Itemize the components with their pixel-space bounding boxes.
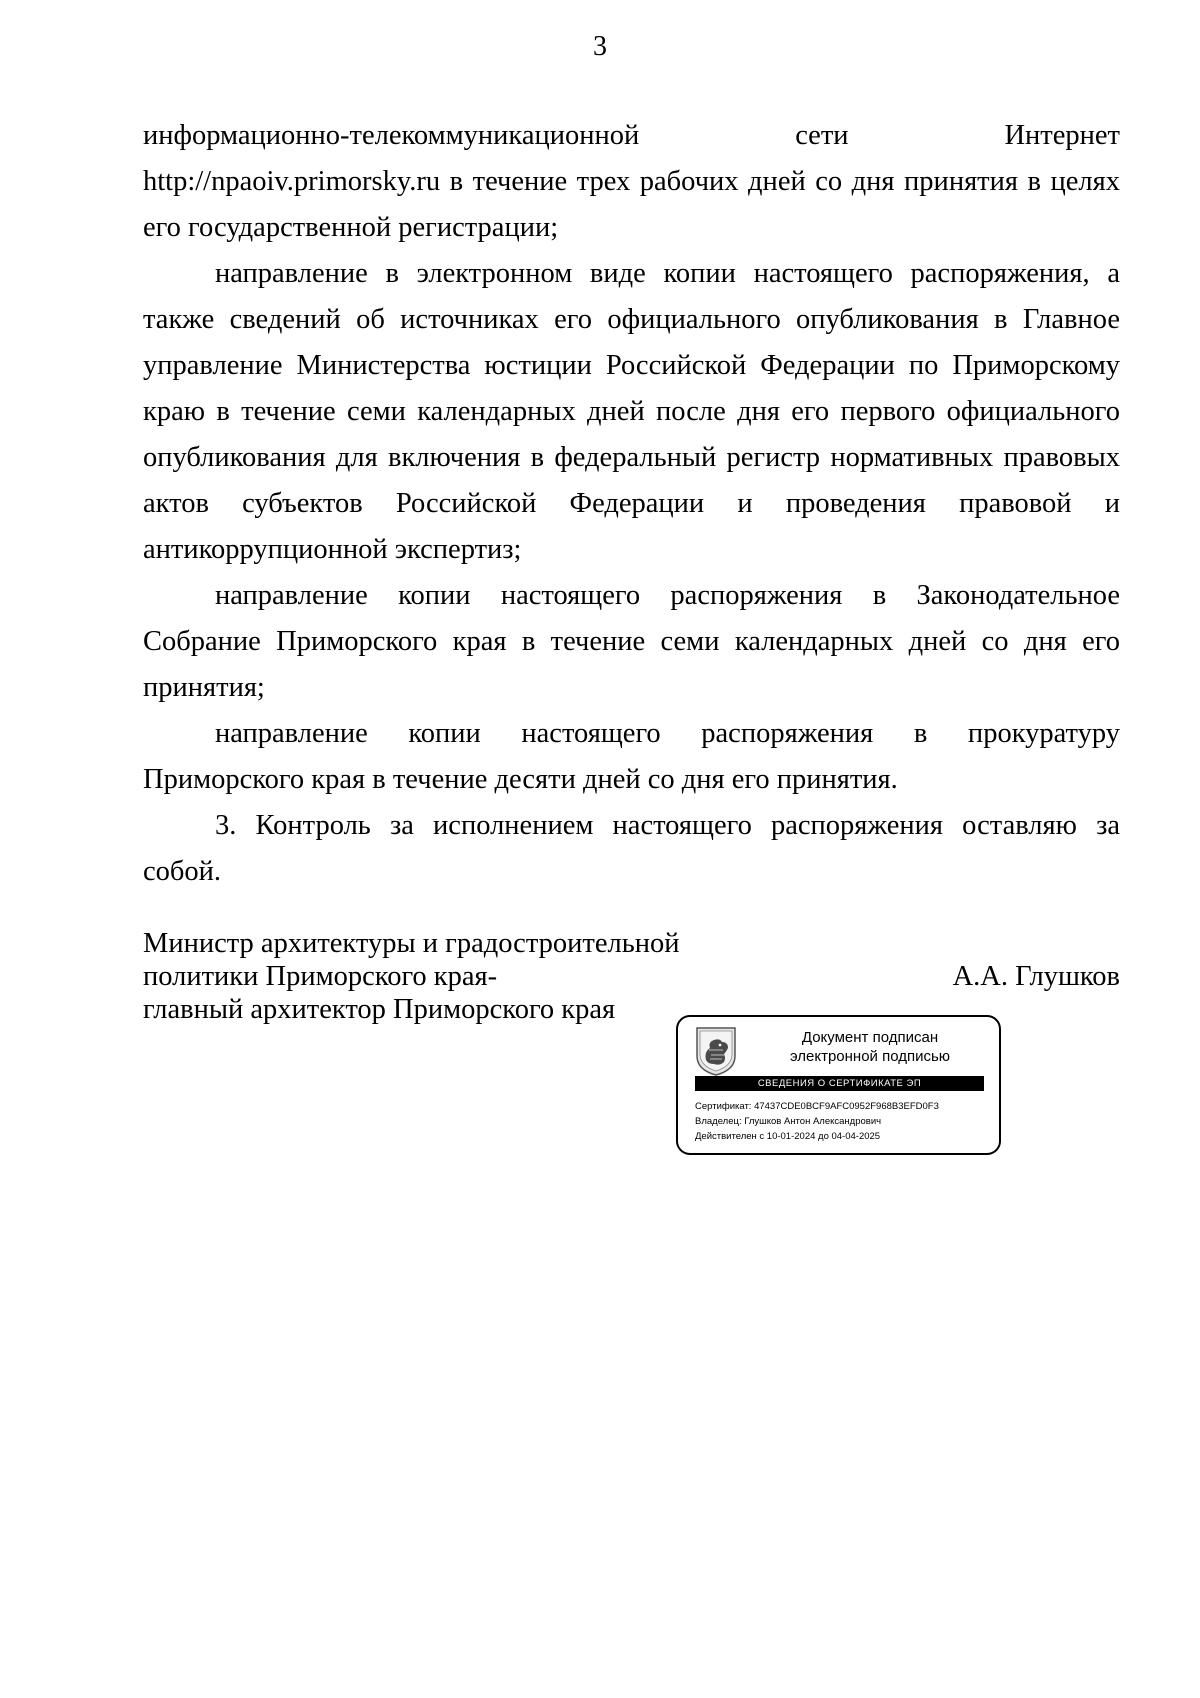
paragraph-electronic-copy: направление в электронном виде копии настоящего распоряжения, а также сведений об источниках его официального опубликования в Главное управление Министерства юстиции Российской Федерации по Приморскому краю в течение семи календарных дней после дня его первого официального опубликования для включения в федеральный регистр нормативных правовых актов субъектов Российской Федерации и проведения правовой и антикоррупционной экспертиз; (143, 258, 1120, 565)
certificate-owner: Владелец: Глушков Антон Александрович (695, 1116, 882, 1127)
paragraph-legislative-assembly: направление копии настоящего распоряжения в Законодательное Собрание Приморского края в течение семи календарных дней со дня его принятия; (143, 580, 1120, 703)
text-line: сети (795, 120, 849, 151)
text-line: Интернет (1004, 120, 1121, 151)
signatory-position (143, 927, 679, 1026)
paragraph-control: 3. Контроль за исполнением настоящего распоряжения оставляю за собой. (143, 810, 1120, 887)
paragraph-first-line (143, 113, 1120, 159)
position-line: Министр архитектуры и градостроительной (143, 928, 680, 959)
page-number: 3 (593, 31, 607, 62)
position-line: главный архитектор Приморского края (143, 994, 616, 1025)
document-body (143, 113, 1120, 895)
certificate-details (695, 1099, 939, 1144)
text-line: информационно-телекоммуникационной (143, 120, 640, 151)
signatory-name: А.А. Глушков (952, 961, 1120, 992)
certificate-info-bar: СВЕДЕНИЯ О СЕРТИФИКАТЕ ЭП (695, 1076, 984, 1091)
stamp-title (740, 1028, 1000, 1066)
stamp-title-line: электронной подписью (789, 1048, 951, 1065)
electronic-signature-stamp (676, 1015, 1001, 1155)
position-line: политики Приморского края- (143, 961, 498, 992)
certificate-number: Сертификат: 47437CDE0BCF9AFC0952F968B3EFD0F3 (695, 1101, 939, 1112)
paragraph-continuation: http://npaoiv.primorsky.ru в течение трех рабочих дней со дня принятия в целях его государственной регистрации; (143, 166, 1120, 243)
stamp-title-line: Документ подписан (801, 1029, 939, 1046)
certificate-validity: Действителен с 10-01-2024 до 04-04-2025 (695, 1131, 881, 1142)
primorsky-krai-coat-of-arms-icon (694, 1026, 738, 1076)
paragraph-prosecutor: направление копии настоящего распоряжения в прокуратуру Приморского края в течение десяти дней со дня его принятия. (143, 718, 1120, 795)
